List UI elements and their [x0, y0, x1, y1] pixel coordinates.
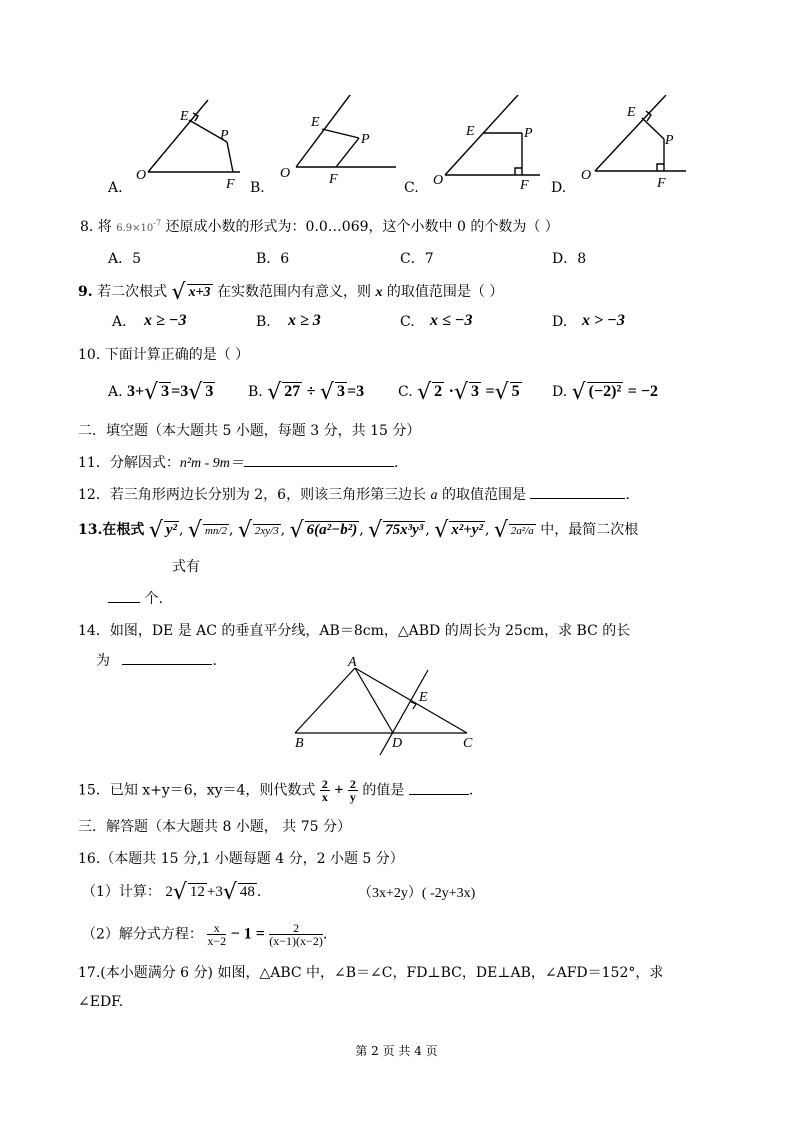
q9-choice-d-label: D.: [552, 314, 568, 330]
option-d-label: D.: [551, 180, 567, 196]
q13-item: y²: [165, 522, 177, 538]
q10-choice-b: [248, 380, 364, 405]
q16-p1-coef: 2: [165, 884, 173, 900]
radical-sign: √: [289, 518, 304, 543]
q13-item: x²+y²: [451, 522, 483, 538]
label-d: D: [392, 736, 403, 751]
label-e: E: [311, 115, 320, 130]
q12-text2: 的取值范围是: [441, 487, 526, 503]
q14-end: .: [212, 653, 217, 669]
radical-sign: √: [172, 880, 187, 905]
q8-sci-exp: -7: [153, 218, 162, 228]
q14-line2: [96, 650, 217, 670]
section-3-heading: 三．解答题（本大题共 8 小题， 共 75 分）: [78, 819, 351, 835]
q10-b-rad: 27: [284, 383, 301, 400]
q11-text: 11．分解因式：: [78, 455, 180, 471]
radical-sign: √: [187, 518, 202, 543]
angle-figures: [100, 95, 760, 200]
q16-rhs-frac: [269, 922, 323, 947]
label-p: P: [524, 126, 533, 141]
q10-choice-c-label: C.: [398, 384, 413, 400]
q15-blank: [409, 780, 469, 795]
q13-item: 75x³y³: [385, 522, 424, 538]
question-9: [78, 280, 503, 305]
q9-choice-b-label: B.: [256, 314, 271, 330]
label-f: F: [329, 172, 338, 187]
label-c: C: [463, 736, 473, 751]
q10-choice-b-label: B.: [248, 384, 263, 400]
radical-sign: √: [417, 380, 432, 405]
label-f: F: [226, 177, 235, 192]
label-o: O: [136, 168, 147, 183]
q9-number: 9.: [78, 284, 93, 300]
label-e: E: [419, 690, 428, 705]
frac-den: (x−1)(x−2): [269, 934, 323, 948]
q9-text-c: 的取值范围是（ ）: [386, 284, 504, 300]
q16-p2-mid: − 1 =: [230, 925, 265, 943]
triangle-figure: [285, 652, 485, 757]
frac-num: 2: [321, 777, 328, 791]
q16-part1: [82, 880, 261, 905]
q11-expr: n²m - 9m＝: [179, 456, 244, 471]
q16-p1-end: .: [256, 884, 262, 900]
q13-line3: [108, 588, 163, 608]
option-b-label: B.: [250, 180, 265, 196]
radical-sign: √: [494, 380, 509, 405]
q16-p1-plus: +3: [206, 884, 223, 900]
q10-choice-c: [398, 380, 522, 405]
q10-a-rad: 3: [161, 383, 170, 400]
q10-b-op: ÷: [306, 383, 316, 400]
q13-item: 2xy/3: [254, 525, 279, 537]
radical-sign: √: [434, 518, 449, 543]
q10-a-rad: 3: [205, 383, 214, 400]
q13-item: 6(a²−b²): [306, 522, 358, 538]
q10-c-rad: 2: [434, 383, 443, 400]
q12-blank: [530, 484, 625, 499]
radical-sign: √: [319, 380, 334, 405]
q9-text-a: 若二次根式: [97, 284, 168, 300]
radical-sign: √: [368, 518, 383, 543]
q13-suffix: 中，最简二次根: [540, 522, 639, 538]
q13-item: mn/2: [204, 525, 227, 537]
q8-suffix: 还原成小数的形式为：0.0…069，这个小数中 0 的个数为（ ）: [165, 219, 559, 235]
q10-choice-d: [552, 380, 658, 405]
q15-frac1: [320, 778, 330, 803]
q16-part2: [82, 922, 327, 947]
q15-frac2: [348, 778, 358, 803]
q16-p1-label: （1）计算：: [82, 884, 161, 900]
q15-text2: 的值是: [362, 782, 405, 799]
frac-den: x: [321, 790, 328, 804]
q10-b-part: =3: [346, 383, 365, 400]
label-o: O: [433, 173, 444, 188]
q10-c-rad: 5: [511, 383, 520, 400]
q10-choice-a-label: A.: [108, 384, 123, 400]
q10-choice-a: [108, 380, 215, 405]
question-12: [78, 484, 630, 504]
q16-lhs-frac: [207, 922, 226, 947]
label-p: P: [220, 128, 229, 143]
q8-choice-d: D．8: [552, 251, 587, 267]
q8-choice-c: C．7: [400, 251, 434, 267]
question-10: [78, 344, 249, 364]
q8-sci: 6.9×10: [116, 223, 154, 234]
q9-choice-b: x ≥ 3: [288, 312, 321, 329]
q10-c-rad: 3: [470, 383, 479, 400]
q8-prefix: 8. 将: [80, 219, 112, 235]
q10-d-rad: (−2)²: [588, 383, 622, 400]
q10-c-op: ·: [448, 383, 454, 400]
label-e: E: [466, 124, 475, 139]
q10-a-part: 3+: [127, 383, 145, 400]
question-16: 16.（本题共 15 分,1 小题每题 4 分，2 小题 5 分）: [78, 851, 404, 867]
radical-sign: √: [222, 880, 237, 905]
q16-p1-expr2: （3x+2y）( -2y+3x): [358, 886, 476, 901]
radical-sign: √: [267, 380, 282, 405]
q15-text: 15．已知 x+y＝6，xy＝4，则代数式: [78, 782, 316, 799]
q9-var: x: [375, 285, 383, 300]
frac-num: x: [207, 922, 226, 935]
question-17: 17.(本小题满分 6 分) 如图，△ABC 中，∠B＝∠C，FD⊥BC，DE⊥AB，∠AFD＝152°，求: [78, 965, 664, 981]
q11-blank: [244, 452, 394, 467]
q17-line2: ∠EDF.: [78, 994, 124, 1010]
q9-choice-d: x > −3: [582, 312, 625, 329]
q8-choice-b: B．6: [256, 251, 290, 267]
q12-var: a: [430, 488, 438, 503]
q16-p1-rad: 48: [239, 884, 255, 900]
q12-end: .: [625, 487, 630, 503]
q16-p1-rad: 12: [189, 884, 205, 900]
radical-sign: √: [453, 380, 468, 405]
q9-choice-c: x ≤ −3: [430, 312, 473, 329]
q16-p2-end: .: [322, 926, 328, 943]
q9-choice-a: x ≥ −3: [144, 312, 187, 329]
frac-den: x−2: [207, 934, 227, 948]
question-11: [78, 452, 398, 472]
q9-radicand: x+3: [188, 285, 211, 300]
label-p: P: [665, 133, 674, 148]
radical-sign: √: [171, 280, 186, 305]
label-p: P: [361, 132, 370, 147]
q10-c-op: =: [485, 383, 495, 400]
q11-end: .: [393, 455, 399, 471]
radical-sign: √: [493, 518, 508, 543]
label-e: E: [627, 105, 636, 120]
frac-num: 2: [269, 922, 323, 935]
q9-choice-a-label: A.: [112, 314, 127, 330]
q16-p2-label: （2）解分式方程：: [82, 926, 203, 943]
q15-plus: +: [334, 781, 344, 799]
question-8: [80, 216, 559, 236]
frac-num: 2: [349, 777, 356, 791]
radical-sign: √: [148, 518, 163, 543]
frac-den: y: [349, 790, 356, 804]
q10-d-part: = −2: [627, 383, 658, 400]
section-2-heading: 二．填空题（本大题共 5 小题，每题 3 分，共 15 分）: [78, 423, 421, 439]
question-15: [78, 778, 473, 803]
q10-choice-d-label: D.: [552, 384, 568, 400]
q14-line2-text: 为: [96, 653, 110, 669]
q12-text: 12．若三角形两边长分别为 2，6，则该三角形第三边长: [78, 487, 427, 503]
option-c-label: C.: [404, 180, 419, 196]
radical-sign: √: [237, 518, 252, 543]
q13-item: 2a²/a: [510, 525, 534, 537]
q13-line2: 式有: [172, 559, 200, 575]
q10-text: 10. 下面计算正确的是（ ）: [78, 347, 250, 363]
q13-blank: [108, 588, 140, 603]
q8-choice-a: A．5: [108, 251, 142, 267]
q15-end: .: [468, 782, 474, 799]
label-b: B: [295, 736, 304, 751]
q14-blank: [122, 650, 212, 665]
label-f: F: [520, 178, 529, 193]
page-footer: 第 2 页 共 4 页: [355, 1044, 438, 1058]
label-o: O: [280, 166, 291, 181]
q10-a-part: =3: [171, 383, 189, 400]
label-f: F: [657, 176, 666, 191]
q10-b-rad: 3: [336, 383, 345, 400]
radical-sign: √: [571, 380, 586, 405]
label-o: O: [581, 168, 592, 183]
label-e: E: [180, 109, 189, 124]
q9-text-b: 在实数范围内有意义，则: [217, 284, 371, 300]
radical-sign: √: [188, 380, 203, 405]
q13-line3-end: 个.: [144, 591, 163, 607]
q9-choice-c-label: C.: [400, 314, 415, 330]
q13-prefix: 13.在根式: [78, 522, 145, 538]
question-13: 13.在根式 √ y² , √ mn/2 , √ 2xy/3 , √ 6(a²−b²) , √ 75x³y³ , √ x²+y² , √ 2a²/a 中，最简二次根: [78, 518, 639, 543]
option-a-label: A.: [108, 180, 123, 196]
radical-sign: √: [144, 380, 159, 405]
question-14: 14．如图，DE 是 AC 的垂直平分线，AB＝8cm，△ABD 的周长为 25cm，求 BC 的长: [78, 623, 631, 639]
label-a: A: [348, 655, 357, 670]
